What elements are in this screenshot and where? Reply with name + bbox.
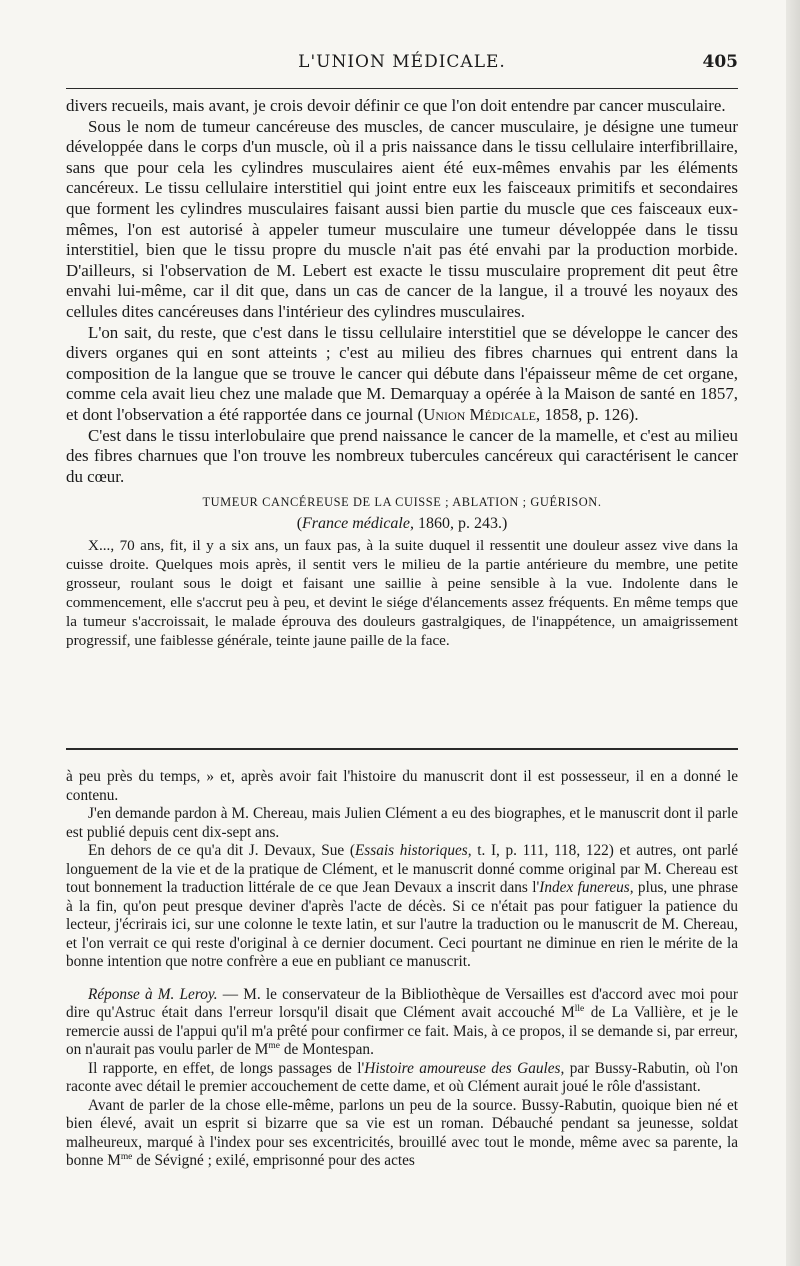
page-header: [66, 52, 738, 80]
text-run: de Montespan.: [280, 1041, 374, 1058]
text-run: En dehors de ce qu'a dit J. Devaux, Sue (: [88, 842, 355, 859]
page-number: 405: [702, 52, 738, 72]
feuilleton: [66, 768, 738, 1171]
text-run: , 1860, p. 243.): [409, 515, 508, 533]
running-title: L'UNION MÉDICALE.: [298, 52, 506, 72]
book-title: Index funereus,: [539, 879, 634, 896]
text-run: de La Vallière, et je le remercie aussi de l'appui qu'il m'a prêté pour confirmer ce fait. Mais, à ce propos, il se demande si, par erreur, on n'aurait pas voulu parler de M: [66, 1004, 739, 1058]
text-run: Avant de parler de la chose elle-même, parlons un peu de la source. Bussy-Rabutin, quoique bien né et bien élevé, avait un esprit si bizarre que sa vie est un roman. Débauché pendant sa jeunesse, soldat malheureux, marqué à l'index pour ses excentricités, brouillé avec tout le monde, même avec sa parente, la bonne M: [66, 1096, 738, 1169]
paragraph: [66, 1060, 738, 1097]
text-run: plus, une phrase à la fin, qu'on peut presque deviner d'après l'acte de décès. Si ce n'était pas pour fatiguer la patience du lecteur, j'écrirais ici, sur une colonne le texte latin, et sur l'autre la traduction ou le manuscrit de M. Chereau, et l'on verrait ce qui reste d'original à ce dernier document. Ceci pourtant ne diminue en rien le mérite de la bonne intention que notre confrère a eue en publiant ce manuscrit.: [66, 879, 738, 970]
paragraph: Sous le nom de tumeur cancéreuse des muscles, de cancer musculaire, je désigne une tumeur développée dans le corps d'un muscle, où il a pris naissance dans le tissu cellulaire interfibrillaire, sans que pour cela les cylindres musculaires aient été eux-mêmes envahis par les éléments cancéreux. Le tissu cellulaire interstitiel qui joint entre eux les faisceaux primitifs et secondaires que forment les cylindres musculaires faisant aussi bien partie du muscle que ces faisceaux eux-mêmes, l'on est autorisé à appeler tumeur musculaire une tumeur développée dans le tissu interstitiel, bien que le tissu propre du muscle n'ait pas été envahi par la production morbide. D'ailleurs, si l'observation de M. Lebert est exacte le tissu musculaire proprement dit peut être envahi lui-même, car il dit que, dans un cas de cancer de la langue, il a trouvé les noyaux des cellules dites cancéreuses dans l'intérieur des cylindres musculaires.: [66, 116, 738, 321]
superscript: me: [268, 1040, 280, 1051]
text-run: , 1858, p. 126).: [535, 404, 639, 424]
text-run: par Bussy-Rabutin, où l'on raconte avec détail le premier accouchement de cette dame, et où Clément aurait joué le rôle d'assistant.: [66, 1059, 738, 1095]
superscript: me: [120, 1151, 133, 1162]
superscript: lle: [574, 1003, 585, 1014]
text-run: L'on sait, du reste, que c'est dans le tissu cellulaire interstitiel que se développe le cancer des divers organes qui en sont atteints ; c'est au milieu des fibres charnues qui entrent dans la composition de la langue que se trouve le cancer qui débute dans l'épaisseur même de cet organe, comme cela avait lieu chez une malade que M. Demarquay a opérée à la Maison de santé en 1857, et dont l'observation a été rapportée dans ce journal (: [66, 322, 738, 424]
article-upper: [66, 96, 738, 651]
reply-title: Réponse à M. Leroy.: [88, 985, 218, 1003]
case-heading: TUMEUR CANCÉREUSE DE LA CUISSE ; ABLATION ; GUÉRISON.: [202, 495, 602, 510]
source-title: France médicale: [302, 515, 410, 533]
paragraph: [66, 323, 738, 426]
spacer: [66, 972, 738, 986]
paragraph: [66, 1097, 738, 1171]
book-title: Essais historiques,: [354, 842, 472, 859]
header-rule: [66, 88, 738, 89]
book-title: Histoire amoureuse des Gaules,: [364, 1059, 565, 1077]
paragraph: [66, 986, 738, 1060]
section-rule: [66, 748, 738, 750]
paragraph: divers recueils, mais avant, je crois devoir définir ce que l'on doit entendre par cancer musculaire.: [66, 96, 726, 115]
journal-name: Union Médicale: [423, 404, 536, 424]
paragraph: à peu près du temps, » et, après avoir fait l'histoire du manuscrit dont il est possesseur, il en a donné le contenu.: [66, 768, 738, 804]
text-run: Il rapporte, en effet, de longs passages de l': [88, 1059, 365, 1077]
paragraph: J'en demande pardon à M. Chereau, mais Julien Clément a eu des biographes, et le manuscrit dont il parle est publié depuis cent dix-sept ans.: [66, 805, 738, 841]
text-run: de Sévigné ; exilé, emprisonné pour des actes: [132, 1152, 415, 1169]
case-source: [66, 513, 738, 535]
text-run: — M. le conservateur de la Bibliothèque de Versailles est d'accord avec moi pour dire qu'Astruc était dans l'erreur lorsqu'il disait que Clément avait accouché M: [66, 985, 738, 1021]
text-run: (: [296, 515, 303, 533]
paragraph: C'est dans le tissu interlobulaire que prend naissance le cancer de la mamelle, et c'est au milieu des fibres charnues que l'on trouve les nombreux tubercules cancéreux qui caractérisent le cancer du cœur.: [66, 425, 738, 486]
paragraph: [66, 842, 738, 972]
case-text: X..., 70 ans, fit, il y a six ans, un faux pas, à la suite duquel il ressentit une douleur assez vive dans la cuisse droite. Quelques mois après, il sentit vers le milieu de la partie antérieure du membre, une petite grosseur, roulant sous le doigt et faisant une saillie à peine sensible à la vue. Indolente dans le commencement, elle s'accrut peu à peu, et devint le siége d'élancements assez fréquents. En même temps que la tumeur s'accroissait, le malade éprouva des douleurs gastralgiques, de l'inappétence, un amaigrissement progressif, une faiblesse générale, teinte jaune paille de la face.: [66, 537, 738, 649]
scan-edge: [786, 0, 800, 1266]
text-run: t. I, p. 111, 118, 122) et autres, ont parlé longuement de la vie et de la pratique de Clément, et le manuscrit donné comme original par M. Chereau est tout bonnement la traduction littérale de ce que Jean Devaux a inscrit dans l': [66, 842, 739, 896]
